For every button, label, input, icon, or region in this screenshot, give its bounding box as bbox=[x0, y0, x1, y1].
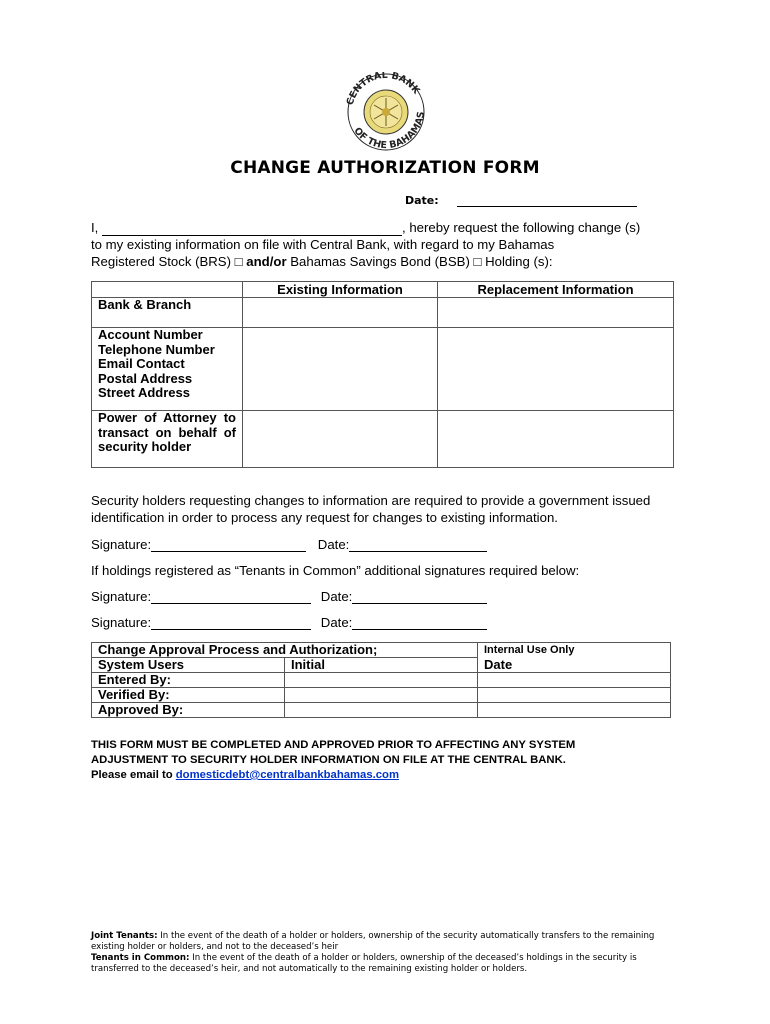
request-paragraph bbox=[91, 219, 681, 270]
date-label: Date: bbox=[405, 194, 439, 207]
form-title: CHANGE AUTHORIZATION FORM bbox=[230, 158, 540, 178]
notice-line1: THIS FORM MUST BE COMPLETED AND APPROVED PRIOR TO AFFECTING ANY SYSTEM bbox=[91, 739, 576, 751]
approved-date-cell[interactable] bbox=[478, 703, 671, 718]
approval-table bbox=[91, 642, 671, 718]
tenants-common-text: In the event of the death of a holder or holders, ownership of the deceased’s holdings in the security is transferred to the deceased’s heir, and not automatically to the remaining existing holder or holders. bbox=[91, 953, 637, 974]
signature-label: Signature: bbox=[91, 589, 152, 604]
joint-tenants-note bbox=[91, 931, 681, 953]
row-label-street: Street Address bbox=[98, 385, 190, 400]
entered-date-cell[interactable] bbox=[478, 673, 671, 688]
table-row bbox=[92, 411, 674, 468]
joint-tenants-label: Joint Tenants: bbox=[91, 931, 158, 941]
internal-use-label: Internal Use Only bbox=[478, 643, 671, 658]
date-field[interactable] bbox=[457, 206, 637, 207]
approved-initial-cell[interactable] bbox=[285, 703, 478, 718]
date-label: Date: bbox=[320, 615, 353, 630]
footnotes bbox=[91, 931, 681, 975]
table-row bbox=[92, 328, 674, 411]
date-field[interactable] bbox=[352, 629, 487, 630]
verified-initial-cell[interactable] bbox=[285, 688, 478, 703]
email-prompt: Please email to bbox=[91, 769, 176, 781]
intro-andor: and/or bbox=[246, 254, 287, 269]
table-row bbox=[92, 673, 671, 688]
row-label-bank: Bank & Branch bbox=[92, 298, 243, 328]
notice-line3 bbox=[91, 768, 691, 783]
row-label-telephone: Telephone Number bbox=[98, 341, 215, 357]
existing-bank-cell[interactable] bbox=[243, 298, 438, 328]
approved-by-label: Approved By: bbox=[92, 703, 285, 718]
system-users-header: System Users bbox=[92, 658, 285, 673]
date-header: Date bbox=[478, 658, 671, 673]
intro-suffix: , hereby request the following change (s) bbox=[402, 220, 641, 235]
date-label: Date: bbox=[320, 589, 353, 604]
signature-field[interactable] bbox=[151, 603, 311, 604]
row-label-account: Account Number bbox=[98, 327, 203, 342]
completion-notice bbox=[91, 738, 691, 783]
svg-text:CENTRAL BANK: CENTRAL BANK bbox=[344, 72, 422, 107]
signature-field[interactable] bbox=[151, 629, 311, 630]
tenants-note: If holdings registered as “Tenants in Common” additional signatures required below: bbox=[91, 563, 580, 578]
intro-line2: to my existing information on file with Central Bank, with regard to my Bahamas bbox=[91, 237, 555, 252]
signature-row-2 bbox=[91, 589, 487, 604]
info-table-header bbox=[92, 282, 674, 298]
entered-by-label: Entered By: bbox=[92, 673, 285, 688]
intro-line3a: Registered Stock (BRS) □ bbox=[91, 254, 247, 269]
intro-prefix: I, bbox=[91, 220, 99, 235]
notice-line2: ADJUSTMENT TO SECURITY HOLDER INFORMATION ON FILE AT THE CENTRAL BANK. bbox=[91, 754, 566, 766]
signature-field[interactable] bbox=[151, 551, 306, 552]
signature-label: Signature: bbox=[91, 615, 152, 630]
information-table bbox=[91, 281, 674, 468]
existing-contact-cell[interactable] bbox=[243, 328, 438, 411]
replacement-poa-cell[interactable] bbox=[438, 411, 674, 468]
replacement-bank-cell[interactable] bbox=[438, 298, 674, 328]
approval-header-row bbox=[92, 658, 671, 673]
replacement-contact-cell[interactable] bbox=[438, 328, 674, 411]
date-field[interactable] bbox=[352, 603, 487, 604]
entered-initial-cell[interactable] bbox=[285, 673, 478, 688]
tenants-common-note bbox=[91, 953, 681, 975]
table-row bbox=[92, 298, 674, 328]
row-label-poa: Power of Attorney to transact on behalf of security holder bbox=[92, 411, 243, 468]
table-row bbox=[92, 688, 671, 703]
row-label-email: Email Contact bbox=[98, 356, 185, 371]
existing-poa-cell[interactable] bbox=[243, 411, 438, 468]
central-bank-seal bbox=[336, 72, 436, 152]
header-existing: Existing Information bbox=[243, 282, 438, 298]
svg-text:OF THE BAHAMAS: OF THE BAHAMAS bbox=[351, 110, 428, 152]
central-bank-logo bbox=[336, 72, 436, 152]
verified-by-label: Verified By: bbox=[92, 688, 285, 703]
tenants-common-label: Tenants in Common: bbox=[91, 953, 190, 963]
email-link[interactable]: domesticdebt@centralbankbahamas.com bbox=[175, 769, 399, 781]
id-notice: Security holders requesting changes to information are required to provide a government issued identification in order to process any request for changes to existing information. bbox=[91, 493, 651, 525]
signature-row-3 bbox=[91, 615, 487, 630]
date-label: Date: bbox=[317, 537, 350, 552]
signature-label: Signature: bbox=[91, 537, 152, 552]
intro-line3c: Bahamas Savings Bond (BSB) □ Holding (s): bbox=[286, 254, 553, 269]
signature-row-1 bbox=[91, 537, 487, 552]
date-row bbox=[405, 194, 637, 207]
table-row bbox=[92, 703, 671, 718]
approval-title: Change Approval Process and Authorization; bbox=[92, 643, 478, 658]
header-replacement: Replacement Information bbox=[438, 282, 674, 298]
date-field[interactable] bbox=[349, 551, 487, 552]
approval-title-row bbox=[92, 643, 671, 658]
joint-tenants-text: In the event of the death of a holder or holders, ownership of the security automatically transfers to the remaining existing holder or holders, and not to the deceased’s heir bbox=[91, 931, 655, 952]
initial-header: Initial bbox=[285, 658, 478, 673]
header-blank bbox=[92, 282, 243, 298]
row-label-contact-group bbox=[92, 328, 243, 411]
verified-date-cell[interactable] bbox=[478, 688, 671, 703]
row-label-postal: Postal Address bbox=[98, 370, 193, 386]
